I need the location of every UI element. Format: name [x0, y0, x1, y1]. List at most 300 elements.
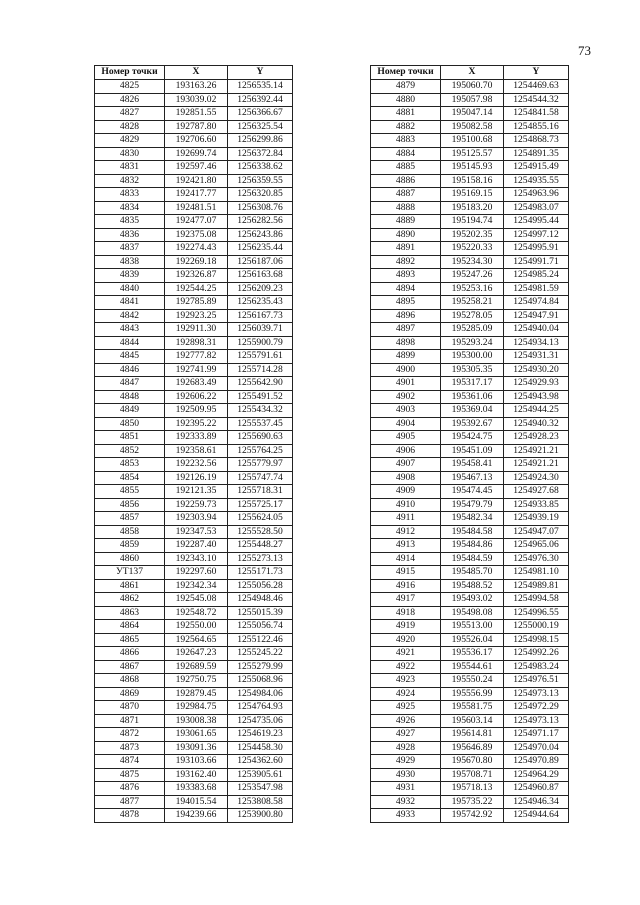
y-coordinate-cell: 1254995.91	[504, 242, 569, 256]
table-row	[95, 593, 293, 607]
x-coordinate-cell: 192984.75	[165, 701, 228, 715]
y-coordinate-cell: 1254963.96	[504, 188, 569, 202]
table-row	[371, 228, 569, 242]
point-number-cell: 4879	[371, 80, 441, 94]
y-coordinate-cell: 1254971.17	[504, 728, 569, 742]
x-coordinate-cell: 192923.25	[165, 309, 228, 323]
point-number-cell: 4835	[95, 215, 165, 229]
table-row	[95, 714, 293, 728]
x-coordinate-cell: 192481.51	[165, 201, 228, 215]
table-row	[371, 201, 569, 215]
table-row	[95, 755, 293, 769]
table-row	[371, 539, 569, 553]
point-number-cell: 4861	[95, 579, 165, 593]
y-coordinate-cell: 1255791.61	[228, 350, 293, 364]
point-number-cell: 4880	[371, 93, 441, 107]
y-coordinate-cell: 1256039.71	[228, 323, 293, 337]
table-row	[95, 660, 293, 674]
table-row	[371, 120, 569, 134]
x-coordinate-cell: 193163.26	[165, 80, 228, 94]
point-number-cell: 4857	[95, 512, 165, 526]
table-row	[371, 485, 569, 499]
x-coordinate-cell: 192417.77	[165, 188, 228, 202]
y-coordinate-cell: 1256325.54	[228, 120, 293, 134]
x-coordinate-cell: 195556.99	[441, 687, 504, 701]
y-coordinate-cell: 1254944.64	[504, 809, 569, 823]
table-row	[95, 282, 293, 296]
point-number-cell: 4920	[371, 633, 441, 647]
x-coordinate-cell: 195392.67	[441, 417, 504, 431]
point-number-cell: 4870	[95, 701, 165, 715]
table-row	[95, 134, 293, 148]
table-row	[371, 377, 569, 391]
y-coordinate-cell: 1255245.22	[228, 647, 293, 661]
table-row	[371, 498, 569, 512]
y-coordinate-cell: 1254973.13	[504, 687, 569, 701]
header-point-number: Номер точки	[371, 66, 441, 80]
point-number-cell: 4912	[371, 525, 441, 539]
point-number-cell: 4828	[95, 120, 165, 134]
y-coordinate-cell: 1254981.59	[504, 282, 569, 296]
point-number-cell: 4854	[95, 471, 165, 485]
point-number-cell: 4889	[371, 215, 441, 229]
y-coordinate-cell: 1256209.23	[228, 282, 293, 296]
point-number-cell: 4894	[371, 282, 441, 296]
point-number-cell: 4905	[371, 431, 441, 445]
x-coordinate-cell: 195646.89	[441, 741, 504, 755]
y-coordinate-cell: 1256320.85	[228, 188, 293, 202]
point-number-cell: 4849	[95, 404, 165, 418]
point-number-cell: 4834	[95, 201, 165, 215]
table-row	[371, 687, 569, 701]
x-coordinate-cell: 195183.20	[441, 201, 504, 215]
point-number-cell: 4926	[371, 714, 441, 728]
point-number-cell: 4881	[371, 107, 441, 121]
point-number-cell: 4923	[371, 674, 441, 688]
table-row	[371, 674, 569, 688]
point-number-cell: 4884	[371, 147, 441, 161]
y-coordinate-cell: 1255725.17	[228, 498, 293, 512]
y-coordinate-cell: 1255718.31	[228, 485, 293, 499]
point-number-cell: 4825	[95, 80, 165, 94]
x-coordinate-cell: 193091.36	[165, 741, 228, 755]
table-row	[95, 377, 293, 391]
x-coordinate-cell: 195047.14	[441, 107, 504, 121]
x-coordinate-cell: 192358.61	[165, 444, 228, 458]
point-number-cell: 4864	[95, 620, 165, 634]
point-number-cell: 4900	[371, 363, 441, 377]
table-row	[371, 755, 569, 769]
table-row	[371, 566, 569, 580]
x-coordinate-cell: 195253.16	[441, 282, 504, 296]
point-number-cell: 4826	[95, 93, 165, 107]
y-coordinate-cell: 1254985.24	[504, 269, 569, 283]
point-number-cell: 4851	[95, 431, 165, 445]
x-coordinate-cell: 195484.86	[441, 539, 504, 553]
point-number-cell: 4898	[371, 336, 441, 350]
table-row	[95, 161, 293, 175]
point-number-cell: 4911	[371, 512, 441, 526]
point-number-cell: 4882	[371, 120, 441, 134]
table-row	[95, 687, 293, 701]
table-row	[371, 741, 569, 755]
page-number: 73	[578, 43, 591, 58]
y-coordinate-cell: 1256163.68	[228, 269, 293, 283]
table-row	[95, 93, 293, 107]
y-coordinate-cell: 1254934.13	[504, 336, 569, 350]
point-number-cell: 4895	[371, 296, 441, 310]
x-coordinate-cell: 193162.40	[165, 768, 228, 782]
table-row	[371, 660, 569, 674]
table-row	[95, 768, 293, 782]
x-coordinate-cell: 195479.79	[441, 498, 504, 512]
y-coordinate-cell: 1256308.76	[228, 201, 293, 215]
table-row	[95, 647, 293, 661]
y-coordinate-cell: 1254930.20	[504, 363, 569, 377]
point-number-cell: 4932	[371, 795, 441, 809]
y-coordinate-cell: 1254964.29	[504, 768, 569, 782]
table-row	[371, 242, 569, 256]
y-coordinate-cell: 1254855.16	[504, 120, 569, 134]
point-number-cell: 4916	[371, 579, 441, 593]
table-row	[95, 552, 293, 566]
point-number-cell: 4833	[95, 188, 165, 202]
table-row	[371, 471, 569, 485]
x-coordinate-cell: 195293.24	[441, 336, 504, 350]
table-row	[371, 620, 569, 634]
y-coordinate-cell: 1254972.29	[504, 701, 569, 715]
point-number-cell: 4888	[371, 201, 441, 215]
y-coordinate-cell: 1255279.99	[228, 660, 293, 674]
point-number-cell: 4852	[95, 444, 165, 458]
y-coordinate-cell: 1254933.85	[504, 498, 569, 512]
y-coordinate-cell: 1256235.43	[228, 296, 293, 310]
point-number-cell: 4831	[95, 161, 165, 175]
x-coordinate-cell: 195424.75	[441, 431, 504, 445]
table-row	[95, 107, 293, 121]
x-coordinate-cell: 192741.99	[165, 363, 228, 377]
y-coordinate-cell: 1254996.55	[504, 606, 569, 620]
y-coordinate-cell: 1255747.74	[228, 471, 293, 485]
table-row	[95, 269, 293, 283]
point-number-cell: 4876	[95, 782, 165, 796]
point-number-cell: 4842	[95, 309, 165, 323]
header-y: Y	[228, 66, 293, 80]
x-coordinate-cell: 192343.10	[165, 552, 228, 566]
point-number-cell: 4930	[371, 768, 441, 782]
table-row	[371, 768, 569, 782]
x-coordinate-cell: 195708.71	[441, 768, 504, 782]
x-coordinate-cell: 195145.93	[441, 161, 504, 175]
x-coordinate-cell: 192898.31	[165, 336, 228, 350]
point-number-cell: 4902	[371, 390, 441, 404]
x-coordinate-cell: 192342.34	[165, 579, 228, 593]
point-number-cell: 4891	[371, 242, 441, 256]
table-row	[95, 728, 293, 742]
y-coordinate-cell: 1254944.25	[504, 404, 569, 418]
x-coordinate-cell: 195474.45	[441, 485, 504, 499]
x-coordinate-cell: 195513.00	[441, 620, 504, 634]
table-row	[95, 701, 293, 715]
table-row	[95, 471, 293, 485]
point-number-cell: 4845	[95, 350, 165, 364]
table-row	[371, 93, 569, 107]
x-coordinate-cell: 192326.87	[165, 269, 228, 283]
x-coordinate-cell: 195258.21	[441, 296, 504, 310]
y-coordinate-cell: 1256338.62	[228, 161, 293, 175]
table-row	[371, 444, 569, 458]
y-coordinate-cell: 1254948.46	[228, 593, 293, 607]
x-coordinate-cell: 192347.53	[165, 525, 228, 539]
y-coordinate-cell: 1254469.63	[504, 80, 569, 94]
y-coordinate-cell: 1254973.13	[504, 714, 569, 728]
table-row	[95, 336, 293, 350]
table-row	[95, 498, 293, 512]
table-row	[371, 390, 569, 404]
point-number-cell: 4844	[95, 336, 165, 350]
y-coordinate-cell: 1254939.19	[504, 512, 569, 526]
x-coordinate-cell: 195742.92	[441, 809, 504, 823]
x-coordinate-cell: 192879.45	[165, 687, 228, 701]
table-row	[95, 458, 293, 472]
point-number-cell: 4885	[371, 161, 441, 175]
x-coordinate-cell: 194015.54	[165, 795, 228, 809]
y-coordinate-cell: 1254929.93	[504, 377, 569, 391]
y-coordinate-cell: 1254970.04	[504, 741, 569, 755]
y-coordinate-cell: 1254984.06	[228, 687, 293, 701]
table-row	[371, 795, 569, 809]
x-coordinate-cell: 195100.68	[441, 134, 504, 148]
y-coordinate-cell: 1254868.73	[504, 134, 569, 148]
y-coordinate-cell: 1255015.39	[228, 606, 293, 620]
point-number-cell: 4904	[371, 417, 441, 431]
point-number-cell: 4928	[371, 741, 441, 755]
x-coordinate-cell: 192274.43	[165, 242, 228, 256]
y-coordinate-cell: 1256167.73	[228, 309, 293, 323]
coordinates-table-right	[370, 65, 569, 823]
point-number-cell: 4878	[95, 809, 165, 823]
y-coordinate-cell: 1256372.84	[228, 147, 293, 161]
y-coordinate-cell: 1254891.35	[504, 147, 569, 161]
table-row	[371, 404, 569, 418]
table-row	[95, 741, 293, 755]
table-row	[371, 782, 569, 796]
y-coordinate-cell: 1254976.51	[504, 674, 569, 688]
y-coordinate-cell: 1253900.80	[228, 809, 293, 823]
table-row	[95, 255, 293, 269]
x-coordinate-cell: 192750.75	[165, 674, 228, 688]
point-number-cell: 4933	[371, 809, 441, 823]
table-row	[95, 579, 293, 593]
y-coordinate-cell: 1254983.24	[504, 660, 569, 674]
point-number-cell: 4829	[95, 134, 165, 148]
table-row	[95, 147, 293, 161]
y-coordinate-cell: 1255056.74	[228, 620, 293, 634]
table-row	[371, 174, 569, 188]
y-coordinate-cell: 1254619.23	[228, 728, 293, 742]
x-coordinate-cell: 195361.06	[441, 390, 504, 404]
y-coordinate-cell: 1254458.30	[228, 741, 293, 755]
y-coordinate-cell: 1256392.44	[228, 93, 293, 107]
x-coordinate-cell: 195220.33	[441, 242, 504, 256]
table-row	[95, 566, 293, 580]
point-number-cell: 4914	[371, 552, 441, 566]
y-coordinate-cell: 1256366.67	[228, 107, 293, 121]
table-row	[95, 606, 293, 620]
point-number-cell: УТ137	[95, 566, 165, 580]
y-coordinate-cell: 1254947.07	[504, 525, 569, 539]
point-number-cell: 4846	[95, 363, 165, 377]
y-coordinate-cell: 1256299.86	[228, 134, 293, 148]
table-row	[371, 147, 569, 161]
point-number-cell: 4908	[371, 471, 441, 485]
x-coordinate-cell: 192647.23	[165, 647, 228, 661]
x-coordinate-cell: 192785.89	[165, 296, 228, 310]
point-number-cell: 4927	[371, 728, 441, 742]
y-coordinate-cell: 1255690.63	[228, 431, 293, 445]
x-coordinate-cell: 195550.24	[441, 674, 504, 688]
y-coordinate-cell: 1254921.21	[504, 444, 569, 458]
table-row	[371, 525, 569, 539]
y-coordinate-cell: 1254928.23	[504, 431, 569, 445]
x-coordinate-cell: 192545.08	[165, 593, 228, 607]
point-number-cell: 4865	[95, 633, 165, 647]
x-coordinate-cell: 193061.65	[165, 728, 228, 742]
table-row	[95, 795, 293, 809]
table-row	[371, 269, 569, 283]
y-coordinate-cell: 1254976.30	[504, 552, 569, 566]
x-coordinate-cell: 195493.02	[441, 593, 504, 607]
x-coordinate-cell: 195735.22	[441, 795, 504, 809]
x-coordinate-cell: 192544.25	[165, 282, 228, 296]
y-coordinate-cell: 1254960.87	[504, 782, 569, 796]
point-number-cell: 4887	[371, 188, 441, 202]
x-coordinate-cell: 192333.89	[165, 431, 228, 445]
y-coordinate-cell: 1254764.93	[228, 701, 293, 715]
header-point-number: Номер точки	[95, 66, 165, 80]
x-coordinate-cell: 192375.08	[165, 228, 228, 242]
y-coordinate-cell: 1253808.58	[228, 795, 293, 809]
table-row	[95, 188, 293, 202]
point-number-cell: 4917	[371, 593, 441, 607]
y-coordinate-cell: 1254924.30	[504, 471, 569, 485]
table-row	[371, 512, 569, 526]
y-coordinate-cell: 1254970.89	[504, 755, 569, 769]
point-number-cell: 4907	[371, 458, 441, 472]
point-number-cell: 4883	[371, 134, 441, 148]
x-coordinate-cell: 195300.00	[441, 350, 504, 364]
x-coordinate-cell: 195194.74	[441, 215, 504, 229]
x-coordinate-cell: 192121.35	[165, 485, 228, 499]
y-coordinate-cell: 1254544.32	[504, 93, 569, 107]
y-coordinate-cell: 1255448.27	[228, 539, 293, 553]
point-number-cell: 4919	[371, 620, 441, 634]
point-number-cell: 4843	[95, 323, 165, 337]
point-number-cell: 4869	[95, 687, 165, 701]
x-coordinate-cell: 195169.15	[441, 188, 504, 202]
point-number-cell: 4913	[371, 539, 441, 553]
table-row	[371, 431, 569, 445]
y-coordinate-cell: 1254981.10	[504, 566, 569, 580]
point-number-cell: 4925	[371, 701, 441, 715]
point-number-cell: 4868	[95, 674, 165, 688]
table-row	[95, 431, 293, 445]
table-row	[95, 80, 293, 94]
x-coordinate-cell: 195603.14	[441, 714, 504, 728]
table-row	[95, 242, 293, 256]
point-number-cell: 4931	[371, 782, 441, 796]
table-row	[95, 215, 293, 229]
y-coordinate-cell: 1254940.32	[504, 417, 569, 431]
table-header-row	[371, 66, 569, 80]
x-coordinate-cell: 192303.94	[165, 512, 228, 526]
x-coordinate-cell: 195536.17	[441, 647, 504, 661]
point-number-cell: 4827	[95, 107, 165, 121]
point-number-cell: 4877	[95, 795, 165, 809]
x-coordinate-cell: 193103.66	[165, 755, 228, 769]
x-coordinate-cell: 195718.13	[441, 782, 504, 796]
table-row	[371, 350, 569, 364]
point-number-cell: 4840	[95, 282, 165, 296]
table-row	[371, 809, 569, 823]
y-coordinate-cell: 1256235.44	[228, 242, 293, 256]
y-coordinate-cell: 1254965.06	[504, 539, 569, 553]
table-row	[95, 485, 293, 499]
x-coordinate-cell: 195057.98	[441, 93, 504, 107]
y-coordinate-cell: 1254991.71	[504, 255, 569, 269]
y-coordinate-cell: 1254940.04	[504, 323, 569, 337]
x-coordinate-cell: 195369.04	[441, 404, 504, 418]
table-row	[371, 593, 569, 607]
point-number-cell: 4906	[371, 444, 441, 458]
point-number-cell: 4929	[371, 755, 441, 769]
y-coordinate-cell: 1254995.44	[504, 215, 569, 229]
point-number-cell: 4909	[371, 485, 441, 499]
table-row	[95, 228, 293, 242]
y-coordinate-cell: 1253547.98	[228, 782, 293, 796]
x-coordinate-cell: 195485.70	[441, 566, 504, 580]
x-coordinate-cell: 192787.80	[165, 120, 228, 134]
x-coordinate-cell: 192689.59	[165, 660, 228, 674]
y-coordinate-cell: 1255068.96	[228, 674, 293, 688]
y-coordinate-cell: 1253905.61	[228, 768, 293, 782]
y-coordinate-cell: 1255491.52	[228, 390, 293, 404]
point-number-cell: 4862	[95, 593, 165, 607]
x-coordinate-cell: 192509.95	[165, 404, 228, 418]
table-row	[95, 512, 293, 526]
point-number-cell: 4867	[95, 660, 165, 674]
table-row	[371, 633, 569, 647]
x-coordinate-cell: 193008.38	[165, 714, 228, 728]
table-row	[371, 579, 569, 593]
x-coordinate-cell: 195614.81	[441, 728, 504, 742]
x-coordinate-cell: 195458.41	[441, 458, 504, 472]
point-number-cell: 4892	[371, 255, 441, 269]
y-coordinate-cell: 1255642.90	[228, 377, 293, 391]
point-number-cell: 4858	[95, 525, 165, 539]
x-coordinate-cell: 195581.75	[441, 701, 504, 715]
x-coordinate-cell: 195484.59	[441, 552, 504, 566]
point-number-cell: 4859	[95, 539, 165, 553]
x-coordinate-cell: 192232.56	[165, 458, 228, 472]
y-coordinate-cell: 1254735.06	[228, 714, 293, 728]
y-coordinate-cell: 1254997.12	[504, 228, 569, 242]
table-row	[95, 525, 293, 539]
x-coordinate-cell: 195451.09	[441, 444, 504, 458]
point-number-cell: 4872	[95, 728, 165, 742]
table-row	[95, 296, 293, 310]
x-coordinate-cell: 195247.26	[441, 269, 504, 283]
